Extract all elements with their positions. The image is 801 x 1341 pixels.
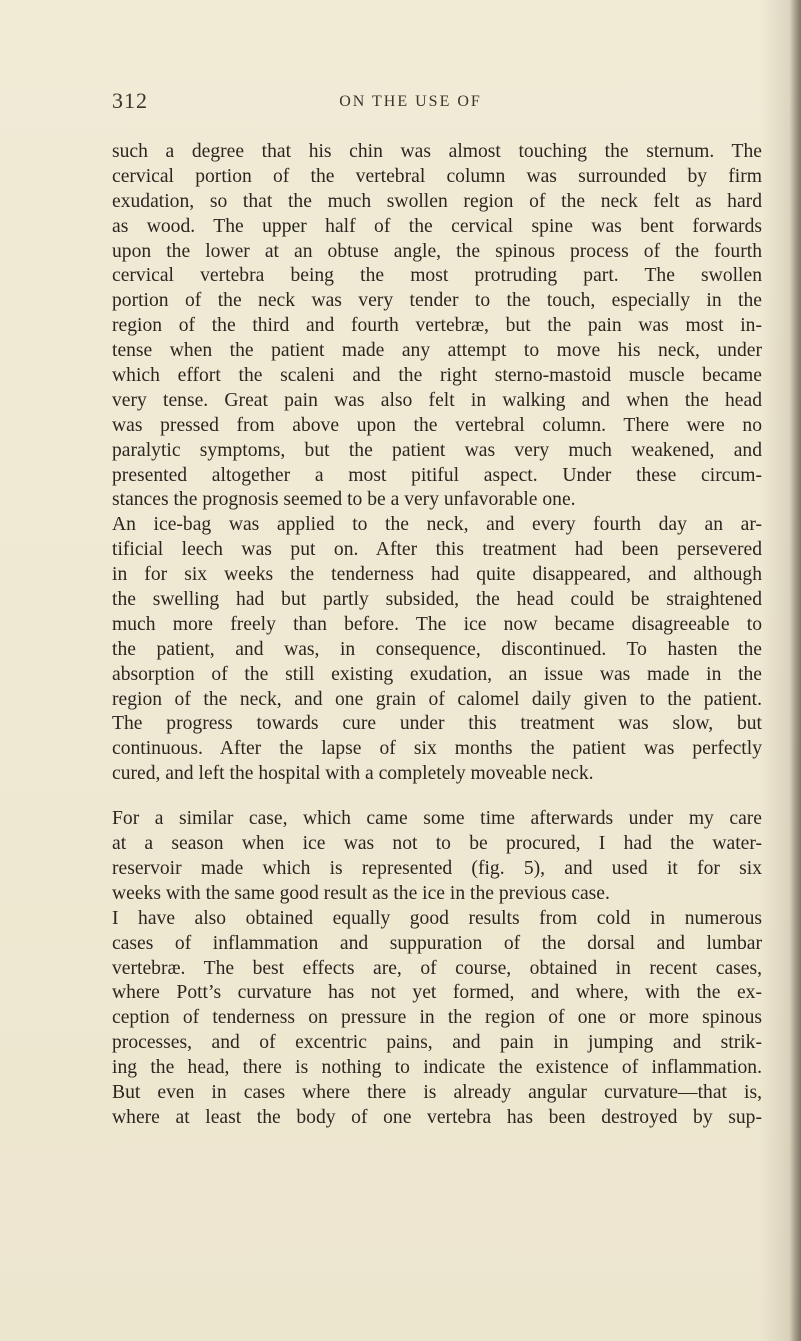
text-line: was pressed from above upon the vertebral column. There were no (112, 414, 762, 436)
text-line: such a degree that his chin was almost touching the sternum. The (112, 141, 762, 162)
text-line: cases of inflammation and suppuration of the dorsal and lumbar (112, 932, 762, 954)
text-line: ception of tenderness on pressure in the region of one or more spinous (112, 1007, 762, 1029)
text-line: continuous. After the lapse of six months the patient was perfectly (112, 738, 762, 760)
text-line: I have also obtained equally good results from cold in numerous (112, 907, 762, 929)
text-line: region of the neck, and one grain of calomel daily given to the patient. (112, 688, 762, 710)
text-line: stances the prognosis seemed to be a very unfavorable one. (112, 489, 576, 511)
body-text (112, 140, 762, 1131)
text-line: the swelling had but partly subsided, the head could be straightened (112, 589, 762, 611)
text-line: as wood. The upper half of the cervical spine was bent forwards (112, 215, 762, 237)
text-line: portion of the neck was very tender to the touch, especially in the (112, 290, 762, 312)
text-line: where Pott’s curvature has not yet formed, and where, with the ex- (112, 982, 762, 1004)
text-line: upon the lower at an obtuse angle, the spinous process of the fourth (112, 240, 762, 262)
text-line: which effort the scaleni and the right sterno-mastoid muscle became (112, 365, 762, 387)
text-line: The progress towards cure under this treatment was slow, but (112, 713, 762, 735)
text-line: where at least the body of one vertebra has been destroyed by sup- (112, 1106, 762, 1128)
text-line: cervical portion of the vertebral column was surrounded by firm (112, 165, 762, 187)
text-line: For a similar case, which came some time afterwards under my care (112, 808, 762, 830)
text-line: at a season when ice was not to be procured, I had the water- (112, 833, 762, 855)
text-line: region of the third and fourth vertebræ, but the pain was most in- (112, 315, 762, 337)
text-line: ing the head, there is nothing to indicate the existence of inflammation. (112, 1057, 762, 1079)
text-line: vertebræ. The best effects are, of course, obtained in recent cases, (112, 957, 762, 979)
text-line: absorption of the still existing exudation, an issue was made in the (112, 663, 762, 685)
text-line: But even in cases where there is already angular curvature—that is, (112, 1081, 762, 1103)
text-line: processes, and of excentric pains, and pain in jumping and strik- (112, 1032, 762, 1054)
paragraph-gap (112, 787, 762, 807)
text-line: in for six weeks the tenderness had quite disappeared, and although (112, 564, 762, 586)
page-number: 312 (112, 88, 148, 113)
text-line: exudation, so that the much swollen region of the neck felt as hard (112, 190, 762, 212)
text-line: reservoir made which is represented (fig. 5), and used it for six (112, 857, 762, 879)
text-line: very tense. Great pain was also felt in walking and when the head (112, 389, 762, 411)
text-line: the patient, and was, in consequence, discontinued. To hasten the (112, 638, 762, 660)
text-line: An ice-bag was applied to the neck, and every fourth day an ar- (112, 514, 762, 536)
text-line: cured, and left the hospital with a completely moveable neck. (112, 763, 594, 785)
text-line: much more freely than before. The ice now became disagreeable to (112, 613, 762, 635)
page-edge-shadow (789, 0, 801, 1341)
running-head: ON THE USE OF (339, 93, 482, 110)
text-line: presented altogether a most pitiful aspect. Under these circum- (112, 464, 762, 486)
text-line: weeks with the same good result as the ice in the previous case. (112, 882, 610, 904)
text-line: cervical vertebra being the most protruding part. The swollen (112, 265, 762, 287)
text-line: tificial leech was put on. After this treatment had been persevered (112, 539, 762, 561)
text-line: paralytic symptoms, but the patient was very much weakened, and (112, 439, 762, 461)
text-line: tense when the patient made any attempt to move his neck, under (112, 340, 762, 362)
